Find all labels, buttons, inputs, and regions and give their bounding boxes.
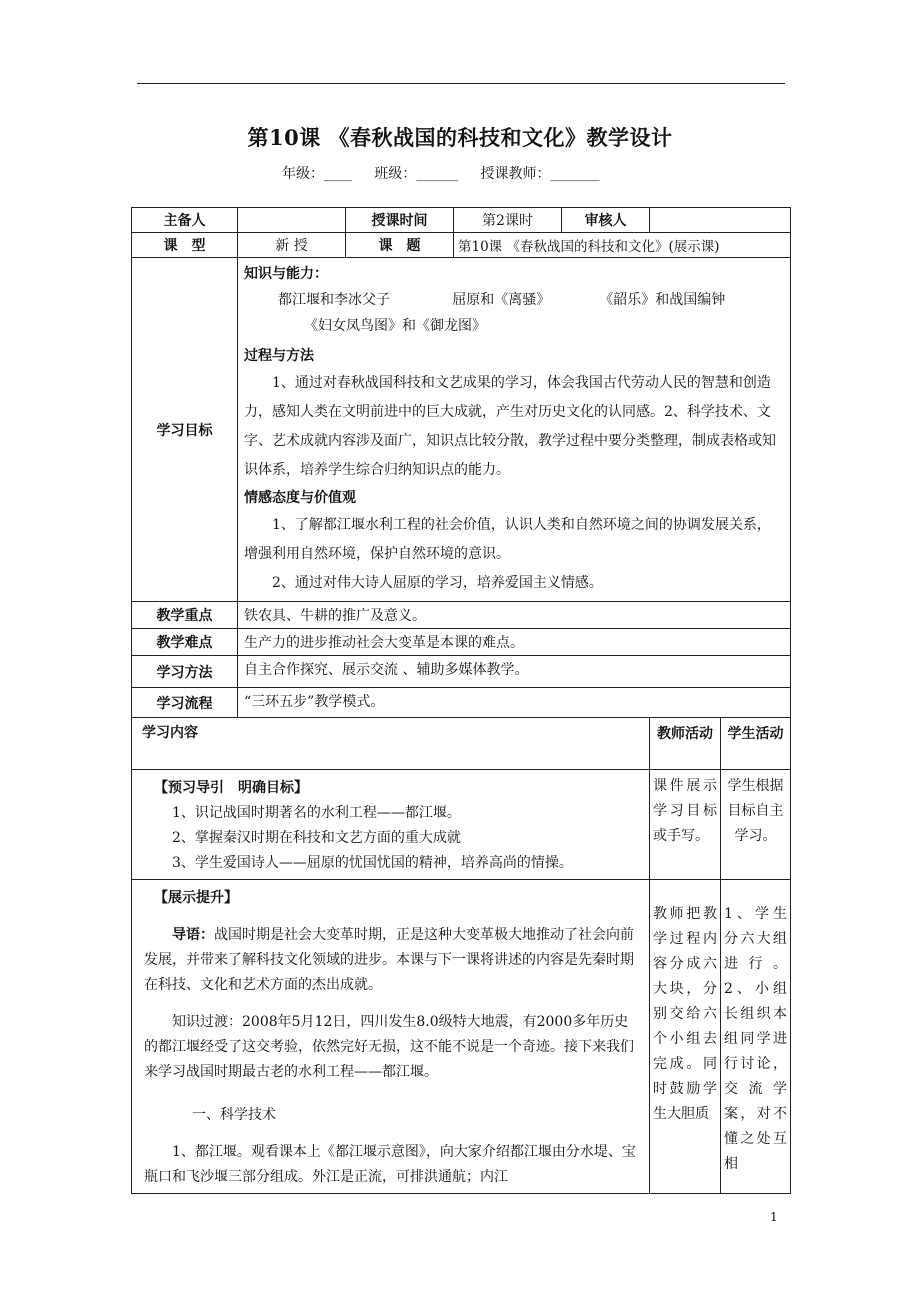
goals-content	[238, 258, 791, 602]
info-row-1	[132, 208, 791, 233]
student-activity-header: 学生活动	[721, 718, 791, 770]
goals-emotion-heading: 情感态度与价值观	[244, 490, 356, 506]
show-transition: 知识过渡：2008年5月12日，四川发生8.0级特大地震，有2000多年历史的都江堰经受了这交考验，依然完好无损，这不能不说是一个奇迹。接下来我们来学习战国时期最古老的水利工程——都江堰。	[144, 1014, 634, 1080]
show-title: 【展示提升】	[154, 890, 238, 906]
goals-knowledge-line-1: 都江堰和李冰父子 屈原和《离骚》 《韶乐》和战国编钟	[278, 292, 726, 308]
key-points-value: 铁农具、牛耕的推广及意义。	[238, 602, 791, 629]
difficulty-row	[132, 629, 791, 656]
page-title: 第10课 《春秋战国的科技和文化》教学设计	[247, 125, 673, 150]
goals-emotion-text-1: 1、了解都江堰水利工程的社会价值，认识人类和自然环境之间的协调发展关系，增强利用自然环境，保护自然环境的意识。	[244, 517, 771, 562]
preview-item-2: 2、掌握秦汉时期在科技和文艺方面的重大成就	[172, 830, 461, 846]
goals-knowledge-heading: 知识与能力：	[244, 266, 328, 282]
goals-process-heading: 过程与方法	[244, 348, 314, 364]
topic-label: 课 题	[346, 233, 454, 258]
method-row	[132, 656, 791, 688]
reviewer-label: 审核人	[562, 208, 650, 233]
preparer-label: 主备人	[132, 208, 238, 233]
key-points-row	[132, 602, 791, 629]
goals-knowledge-line-2: 《妇女凤鸟图》和《御龙图》	[304, 318, 486, 334]
type-value: 新 授	[238, 233, 346, 258]
time-value: 第2课时	[454, 208, 562, 233]
preview-title: 【预习导引 明确目标】	[154, 780, 308, 796]
preview-item-1: 1、识记战国时期著名的水利工程——都江堰。	[172, 805, 461, 821]
section-title: 一、科学技术	[192, 1107, 276, 1123]
time-label: 授课时间	[346, 208, 454, 233]
info-row-2	[132, 233, 791, 258]
lead-label: 导语：	[172, 927, 214, 943]
preview-teacher-activity: 课件展示学习目标或手写。	[650, 770, 721, 880]
reviewer-value	[650, 208, 791, 233]
class-info-line: 年级：____ 班级：______ 授课教师：_______	[282, 166, 600, 182]
flow-label: 学习流程	[132, 688, 238, 718]
show-row	[132, 880, 791, 1194]
goals-row	[132, 258, 791, 602]
show-student-activity: 1、学生分六大组进行。2、小组长组织本组同学进行讨论，交流学案，对不懂之处互相	[721, 880, 791, 1194]
lesson-plan-table	[131, 207, 791, 1194]
preview-content	[132, 770, 650, 880]
page-number: 1	[770, 1210, 778, 1224]
topic-value: 第10课 《春秋战国的科技和文化》(展示课)	[454, 233, 791, 258]
goals-label: 学习目标	[132, 258, 238, 602]
difficulty-value: 生产力的进步推动社会大变革是本课的难点。	[238, 629, 791, 656]
method-value: 自主合作探究、展示交流 、辅助多媒体教学。	[238, 656, 791, 688]
goals-process-text: 1、通过对春秋战国科技和文艺成果的学习，体会我国古代劳动人民的智慧和创造力，感知人类在文明前进中的巨大成就，产生对历史文化的认同感。2、科学技术、文字、艺术成就内容涉及面广，知识点比较分散，教学过程中要分类整理，制成表格或知识体系，培养学生综合归纳知识点的能力。	[244, 375, 776, 478]
key-points-label: 教学重点	[132, 602, 238, 629]
teacher-activity-header: 教师活动	[650, 718, 721, 770]
method-label: 学习方法	[132, 656, 238, 688]
flow-value: “三环五步”教学模式。	[238, 688, 791, 718]
preview-item-3: 3、学生爱国诗人——屈原的忧国忧国的精神，培养高尚的情操。	[172, 855, 573, 871]
preview-row	[132, 770, 791, 880]
goals-emotion-text-2: 2、通过对伟大诗人屈原的学习，培养爱国主义情感。	[272, 575, 603, 591]
content-header-row	[132, 718, 791, 770]
flow-row	[132, 688, 791, 718]
show-lead	[144, 923, 637, 998]
preparer-value	[238, 208, 346, 233]
content-header: 学习内容	[132, 718, 650, 770]
difficulty-label: 教学难点	[132, 629, 238, 656]
show-content	[132, 880, 650, 1194]
lead-text: 战国时期是社会大变革时期，正是这种大变革极大地推动了社会向前发展，并带来了解科技文化领域的进步。本课与下一课将讲述的内容是先秦时期在科技、文化和艺术方面的杰出成就。	[144, 927, 634, 993]
type-label: 课 型	[132, 233, 238, 258]
preview-student-activity: 学生根据目标自主学习。	[721, 770, 791, 880]
show-item-1: 1、都江堰。观看课本上《都江堰示意图》，向大家介绍都江堰由分水堤、宝瓶口和飞沙堰三部分组成。外江是正流，可排洪通航；内江	[144, 1144, 636, 1185]
header-rule	[137, 83, 785, 84]
show-teacher-activity: 教师把教学过程内容分成六大块，分别交给六个小组去完成。同时鼓励学生大胆质	[650, 880, 721, 1194]
